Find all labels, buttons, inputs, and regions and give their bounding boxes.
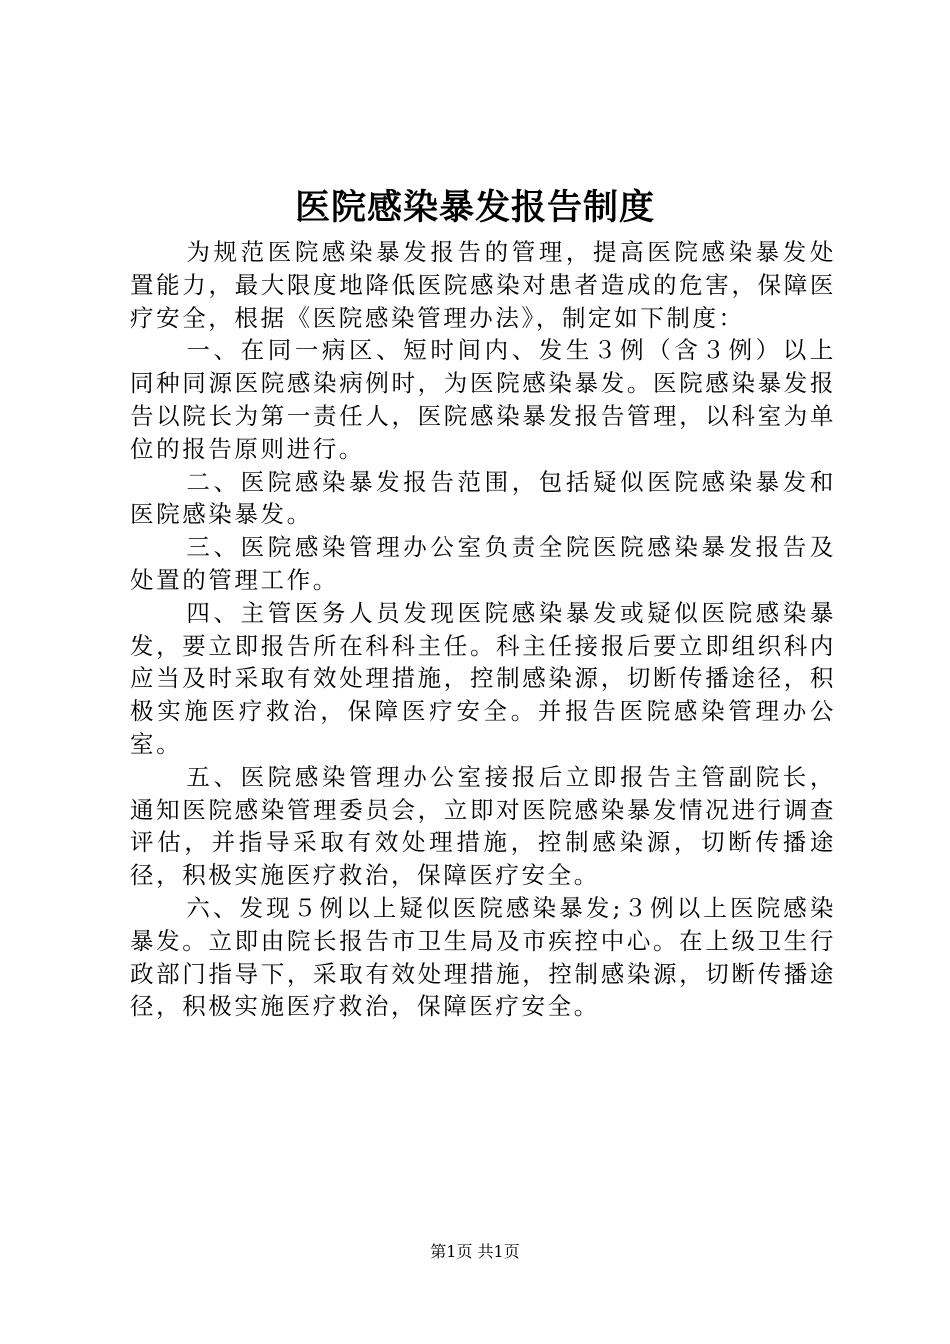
paragraph-item-2: 二、医院感染暴发报告范围，包括疑似医院感染暴发和医院感染暴发。 (130, 467, 836, 529)
page-footer: 第1页 共1页 (430, 1242, 520, 1261)
paragraph-item-1: 一、在同一病区、短时间内、发生３例（含３例）以上同种同源医院感染病例时，为医院感染暴发。医院感染暴发报告以院长为第一责任人，医院感染暴发报告管理，以科室为单位的报告原则进行。 (130, 336, 836, 463)
document-title: 医院感染暴发报告制度 (294, 187, 655, 228)
paragraph-intro: 为规范医院感染暴发报告的管理，提高医院感染暴发处置能力，最大限度地降低医院感染对患者造成的危害，保障医疗安全，根据《医院感染管理办法》，制定如下制度： (130, 238, 836, 332)
paragraph-item-4: 四、主管医务人员发现医院感染暴发或疑似医院感染暴发，要立即报告所在科科主任。科主任接报后要立即组织科内应当及时采取有效处理措施，控制感染源，切断传播途径，积极实施医疗救治，保障医疗安全。并报告医院感染管理办公室。 (130, 598, 836, 758)
paragraph-item-6: 六、发现５例以上疑似医院感染暴发;３例以上医院感染暴发。立即由院长报告市卫生局及市疾控中心。在上级卫生行政部门指导下，采取有效处理措施，控制感染源，切断传播途径，积极实施医疗救治，保障医疗安全。 (130, 893, 836, 1021)
paragraph-item-5: 五、医院感染管理办公室接报后立即报告主管副院长，通知医院感染管理委员会，立即对医院感染暴发情况进行调查评估，并指导采取有效处理措施，控制感染源，切断传播途径，积极实施医疗救治，保障医疗安全。 (130, 762, 836, 890)
paragraph-item-3: 三、医院感染管理办公室负责全院医院感染暴发报告及处置的管理工作。 (130, 533, 836, 594)
document-body (130, 236, 836, 1023)
